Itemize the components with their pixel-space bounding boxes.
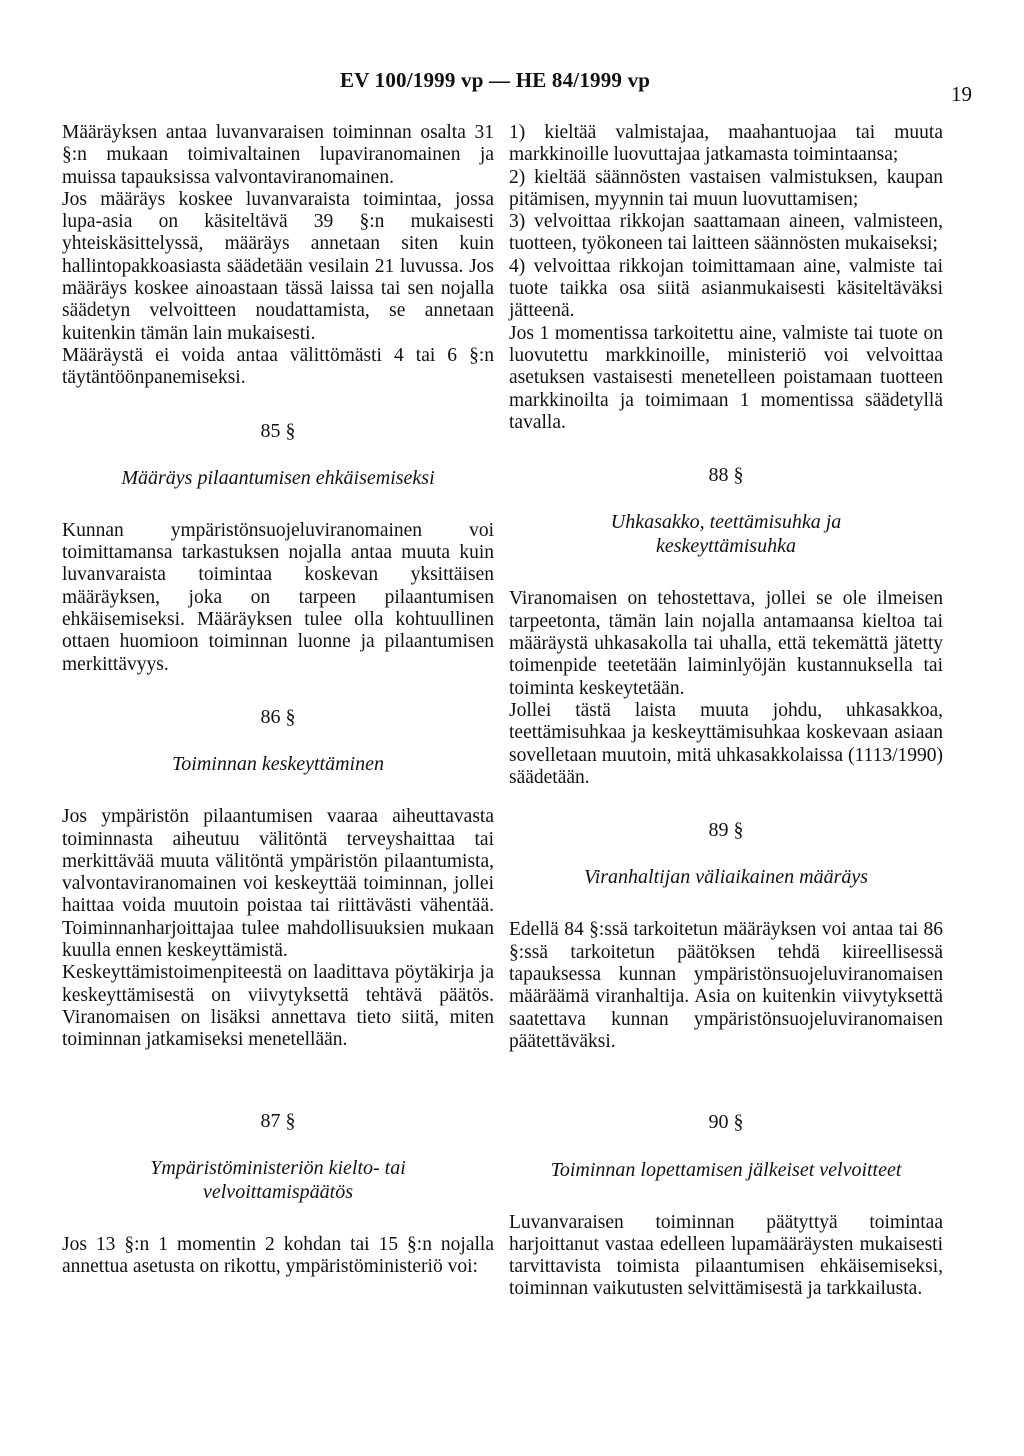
section-number: 89 § — [708, 819, 744, 842]
paragraph: Jos 13 §:n 1 momentin 2 kohdan tai 15 §:n nojalla annettua asetusta on rikottu, ympäristöministeriö voi: — [62, 1233, 494, 1278]
paragraph: Edellä 84 §:ssä tarkoitetun määräyksen voi antaa tai 86 §:ssä tarkoitetun päätöksen tehdä kiireellisessä tapauksessa kunnan ympäristönsuojeluviranomaisen määräämä viranhaltija. Asia on kuitenkin viivytyksettä saatettava kunnan ympäristönsuojeluviranomaisen päätettäväksi. — [509, 919, 943, 1052]
list-item: 2) kieltää säännösten vastaisen valmistuksen, kaupan pitämisen, myynnin tai muun luovuttamisen; — [509, 166, 943, 210]
paragraph: Keskeyttämistoimenpiteestä on laadittava pöytäkirja ja keskeyttämisestä on viivytyksettä tehtävä päätös. Viranomaisen on lisäksi annettava tieto siitä, miten toiminnan jatkamiseksi menetellään. — [62, 962, 494, 1051]
running-header: EV 100/1999 vp — HE 84/1999 vp — [340, 68, 651, 92]
list-item: 4) velvoittaa rikkojan toimittamaan aine, valmiste tai tuote taikka osa siitä asianmukaisesti käsiteltäväksi jätteenä. — [509, 255, 943, 322]
paragraph: Viranomaisen on tehostettava, jollei se ole ilmeisen tarpeetonta, tämän lain nojalla antamaansa kieltoa tai määräystä uhkasakolla tai uhalla, että tekemättä jätetty toimenpide teetetään laiminlyöjän kustannuksella tai toiminta keskeytetään. — [509, 588, 943, 699]
section-title: Uhkasakko, teettämisuhka ja keskeyttämisuhka — [610, 511, 842, 558]
right-column — [509, 122, 943, 1301]
page-number: 19 — [951, 82, 972, 106]
section-title: Toiminnan lopettamisen jälkeiset velvoitteet — [550, 1158, 902, 1181]
section-title: Viranhaltijan väliaikainen määräys — [583, 866, 869, 889]
section-number: 87 § — [260, 1109, 296, 1132]
section-title: Ympäristöministeriön kielto- tai velvoittamispäätös — [150, 1156, 406, 1203]
section-number: 88 § — [708, 464, 744, 487]
paragraph: Jos määräys koskee luvanvaraista toimintaa, jossa lupa-asia on käsiteltävä 39 §:n mukaisesti yhteiskäsittelyssä, määräys annetaan siten kuin hallintopakkoasiasta säädetään vesilain 21 luvussa. Jos määräys koskee ainoastaan tässä laissa tai sen nojalla säädetyn velvoitteen noudattamista, se annetaan kuitenkin tämän lain mukaisesti. — [62, 188, 494, 344]
left-column — [62, 122, 494, 1278]
list-item: 3) velvoittaa rikkojan saattamaan aineen, valmisteen, tuotteen, työkoneen tai laitteen säännösten mukaiseksi; — [509, 211, 943, 255]
section-number: 85 § — [260, 419, 296, 442]
section-number: 86 § — [260, 705, 296, 728]
section-number: 90 § — [708, 1111, 744, 1134]
paragraph: Määräystä ei voida antaa välittömästi 4 tai 6 §:n täytäntöönpanemiseksi. — [62, 344, 494, 389]
section-title: Määräys pilaantumisen ehkäisemiseksi — [121, 466, 435, 489]
paragraph: Määräyksen antaa luvanvaraisen toiminnan osalta 31 §:n mukaan toimivaltainen lupaviranomainen ja muissa tapauksissa valvontaviranomainen. — [62, 122, 494, 188]
list-item: 1) kieltää valmistajaa, maahantuojaa tai muuta markkinoille luovuttajaa jatkamasta toimintaansa; — [509, 122, 943, 166]
paragraph: Jollei tästä laista muuta johdu, uhkasakkoa, teettämisuhkaa ja keskeyttämisuhkaa koskevaan asiaan sovelletaan muutoin, mitä uhkasakkolaissa (1113/1990) säädetään. — [509, 699, 943, 788]
page-header — [0, 68, 1024, 108]
paragraph: Luvanvaraisen toiminnan päätyttyä toimintaa harjoittanut vastaa edelleen lupamääräysten mukaisesti tarvittavista toimista pilaantumisen ehkäisemiseksi, toiminnan vaikutusten selvittämisestä ja tarkkailusta. — [509, 1211, 943, 1300]
section-title: Toiminnan keskeyttäminen — [171, 753, 384, 776]
paragraph: Kunnan ympäristönsuojeluviranomainen voi toimittamansa tarkastuksen nojalla antaa muuta kuin luvanvaraista toimintaa koskevan yksittäisen määräyksen, joka on tarpeen pilaantumisen ehkäisemiseksi. Määräyksen tulee olla kohtuullinen ottaen huomioon toiminnan luonne ja pilaantumisen merkittävyys. — [62, 519, 494, 675]
paragraph: Jos ympäristön pilaantumisen vaaraa aiheuttavasta toiminnasta aiheutuu välitöntä terveyshaittaa tai merkittävää muuta välitöntä ympäristön pilaantumista, valvontaviranomainen voi keskeyttää toiminnan, jollei haittaa voida muutoin poistaa tai riittävästi vähentää. Toiminnanharjoittajaa tulee mahdollisuuksien mukaan kuulla ennen keskeyttämistä. — [62, 806, 494, 962]
paragraph: Jos 1 momentissa tarkoitettu aine, valmiste tai tuote on luovutettu markkinoille, ministeriö voi velvoittaa asetuksen vastaisesti menetelleen poistamaan tuotteen markkinoilta ja toimimaan 1 momentissa säädetyllä tavalla. — [509, 322, 943, 433]
